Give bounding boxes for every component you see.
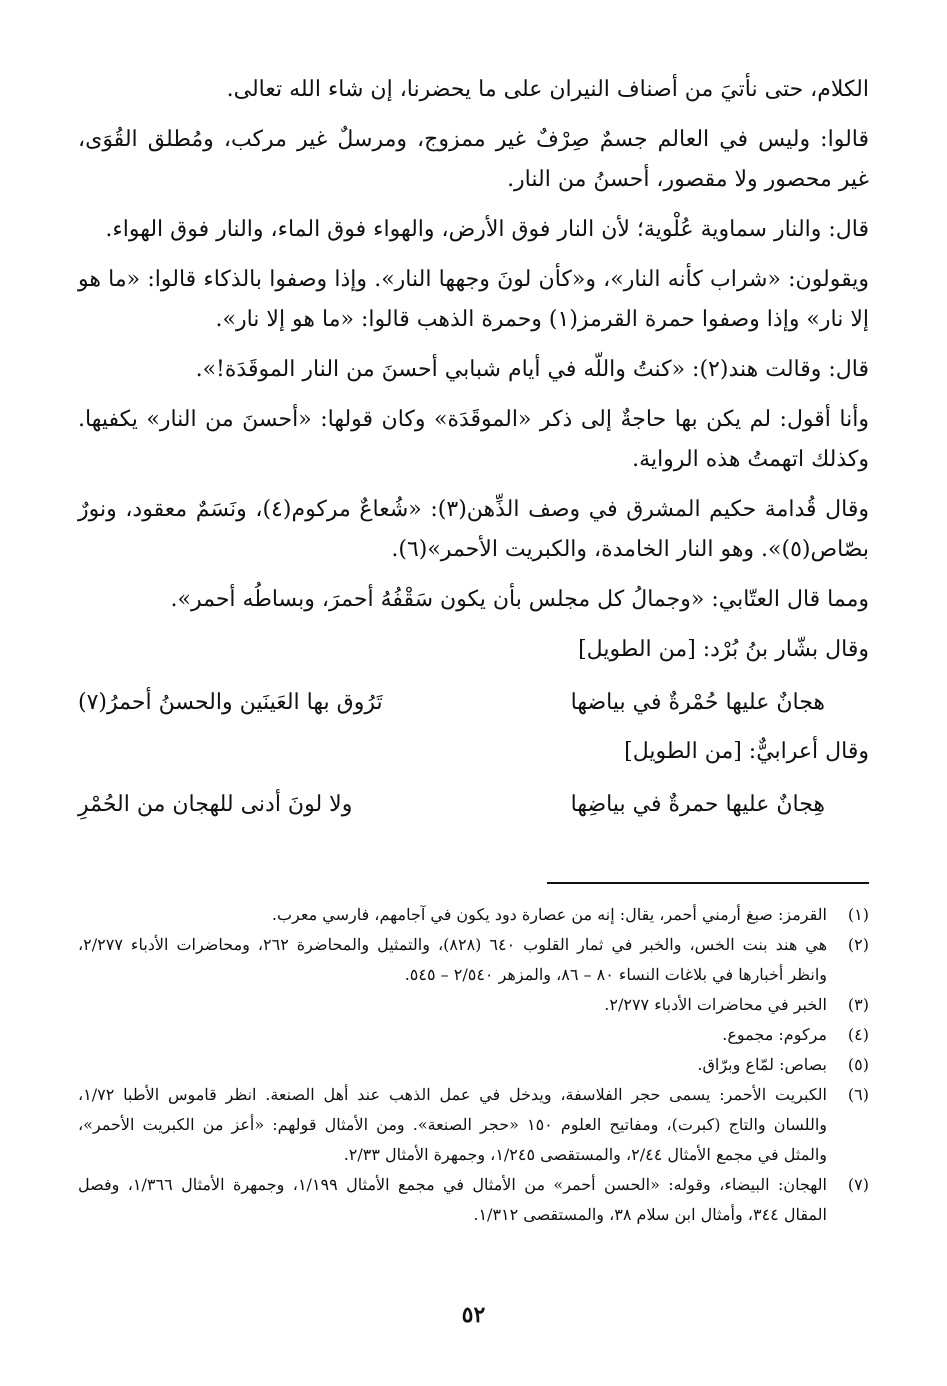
- footnote-text: هي هند بنت الخس، والخبر في ثمار القلوب ٦٤٠ (٨٢٨)، والتمثيل والمحاضرة ٢٦٢، ومحاضرات الأدباء ٢/٢٧٧، وانظر أخبارها في بلاغات النساء ٨٠ – ٨٦، والمزهر ٢/٥٤٠ – ٥٤٥.: [78, 935, 828, 984]
- verse-second-hemistich: ولا لونَ أدنى للهجان من الحُمْرِ: [78, 792, 353, 817]
- footnote-separator: [547, 882, 869, 884]
- footnote: [78, 1170, 869, 1230]
- footnotes: [78, 900, 869, 1230]
- footnote: [78, 900, 869, 930]
- paragraph: وأنا أقول: لم يكن بها حاجةٌ إلى ذكر «الموقَدَة» وكان قولها: «أحسنَ من النار» يكفيها. وكذلك اتهمتُ هذه الرواية.: [78, 407, 869, 472]
- footnote-text: الهجان: البيضاء، وقوله: «الحسن أحمر» من الأمثال في مجمع الأمثال ١/١٩٩، وجمهرة الأمثال ١/٣٦٦، وفصل المقال ٣٤٤، وأمثال ابن سلام ٣٨، والمستقصى ١/٣١٢.: [78, 1175, 827, 1224]
- footnote-text: الكبريت الأحمر: يسمى حجر الفلاسفة، ويدخل في عمل الذهب عند أهل الصنعة. انظر قاموس الأطبا ١/٧٢، واللسان والتاج (كبرت)، ومفاتيح العلوم ١٥٠ «حجر الصنعة». ومن الأمثال قولهم: «أعز من الكبريت الأحمر»، والمثل في مجمع الأمثال ٢/٤٤، والمستقصى ١/٢٤٥، وجمهرة الأمثال ٢/٣٣.: [78, 1085, 827, 1164]
- footnote-number: (٦): [847, 1085, 869, 1104]
- footnote-number: (٣): [847, 995, 869, 1014]
- paragraph: ويقولون: «شراب كأنه النار»، و«كأن لونَ وجهها النار». وإذا وصفوا بالذكاء قالوا: «ما هو إلا نار» وإذا وصفوا حمرة القرمز(١) وحمرة الذهب قالوا: «ما هو إلا نار».: [78, 267, 870, 332]
- footnote: [78, 1050, 869, 1080]
- verse-intro: وقال أعرابيٌّ: [من الطويل]: [624, 739, 869, 764]
- footnote: [78, 1080, 869, 1170]
- verse-intro: وقال بشّار بنُ بُرْد: [من الطويل]: [578, 637, 869, 662]
- paragraph: قالوا: وليس في العالم جسمٌ صِرْفٌ غير ممزوج، ومرسلٌ غير مركب، ومُطلق القُوَى، غير محصور ولا مقصور، أحسنُ من النار.: [78, 127, 869, 192]
- verse-first-hemistich: هِجانٌ عليها حمرةٌ في بياضِها: [570, 792, 825, 817]
- page-number: ٥٢: [461, 1302, 486, 1328]
- paragraph: قال: والنار سماوية عُلْوية؛ لأن النار فوق الأرض، والهواء فوق الماء، والنار فوق الهواء.: [105, 217, 869, 242]
- footnote: [78, 930, 869, 990]
- footnote-number: (٧): [847, 1175, 869, 1194]
- verse-second-hemistich: تَرُوق بها العَينَين والحسنُ أحمرُ(٧): [78, 690, 383, 715]
- footnote: [78, 990, 869, 1020]
- main-text: [78, 70, 869, 834]
- poetry-verse: [78, 680, 869, 726]
- footnote-number: (١): [847, 905, 869, 924]
- footnote: [78, 1020, 869, 1050]
- paragraph: الكلام، حتى نأتيَ من أصناف النيران على ما يحضرنا، إن شاء الله تعالى.: [226, 77, 869, 102]
- footnote-number: (٥): [847, 1055, 869, 1074]
- paragraph: ومما قال العتّابي: «وجمالُ كل مجلس بأن يكون سَقْفُهُ أحمرَ، وبساطُه أحمر».: [170, 587, 869, 612]
- footnote-text: مركوم: مجموع.: [722, 1025, 827, 1044]
- footnote-text: بصاص: لمّاع وبرّاق.: [697, 1055, 827, 1074]
- footnote-text: القرمز: صبغ أرمني أحمر، يقال: إنه من عصارة دود يكون في آجامهم، فارسي معرب.: [271, 905, 827, 924]
- footnote-number: (٤): [847, 1025, 869, 1044]
- footnote-number: (٢): [847, 935, 869, 954]
- poetry-verse: [78, 782, 869, 828]
- footnote-text: الخبر في محاضرات الأدباء ٢/٢٧٧.: [604, 995, 827, 1014]
- paragraph: قال: وقالت هند(٢): «كنتُ واللّه في أيام شبابي أحسنَ من النار الموقَدَة!».: [195, 357, 869, 382]
- verse-first-hemistich: هجانٌ عليها حُمْرةٌ في بياضها: [570, 690, 825, 715]
- paragraph: وقال قُدامة حكيم المشرق في وصف الذِّهن(٣): «شُعاعٌ مركوم(٤)، ونَسَمٌ معقود، ونورٌ بصّاص(٥)». وهو النار الخامدة، والكبريت الأحمر»(٦).: [78, 497, 869, 562]
